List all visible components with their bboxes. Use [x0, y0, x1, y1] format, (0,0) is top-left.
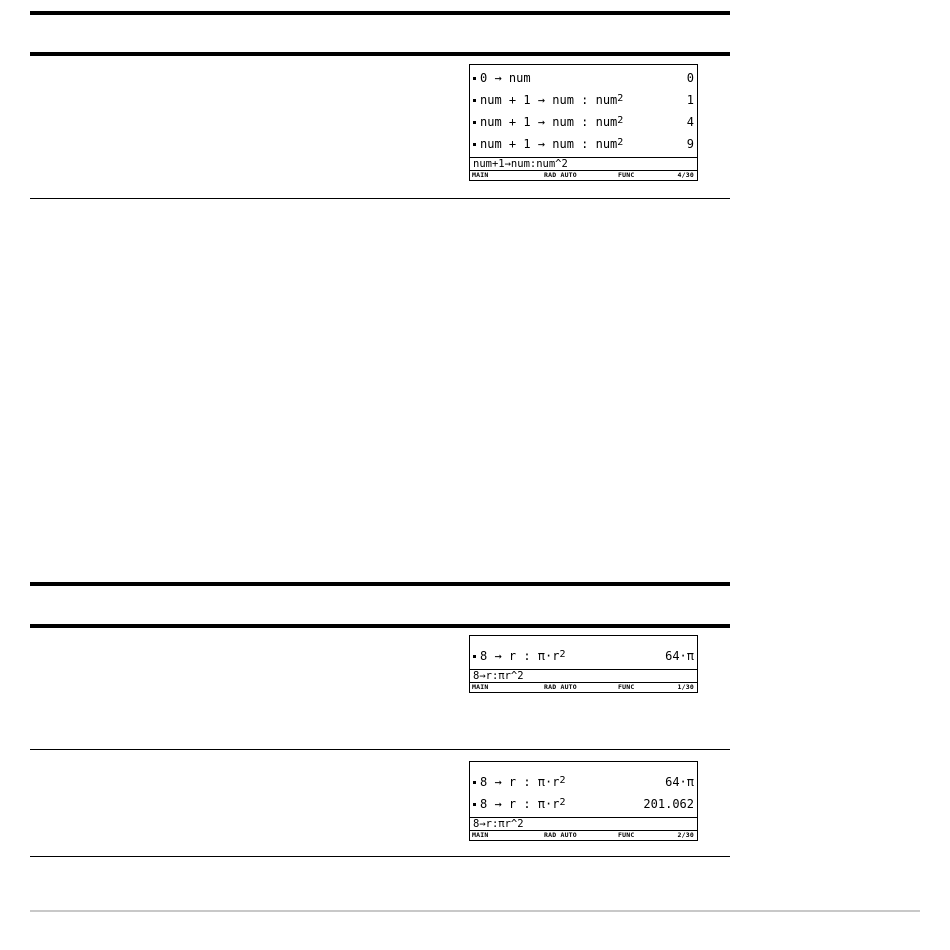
status-angle: RAD AUTO	[544, 831, 577, 839]
entry-line[interactable]: 8→r:πr^2	[470, 669, 697, 682]
bullet-icon	[473, 781, 476, 784]
bullet-icon	[473, 655, 476, 658]
calculator-screen	[469, 64, 698, 181]
history-area	[470, 762, 697, 817]
bullet-icon	[473, 99, 476, 102]
bullet-icon	[473, 77, 476, 80]
history-expression: num + 1 → num : num$^2$	[480, 115, 624, 129]
status-graph: FUNC	[618, 171, 635, 179]
history-result: 4	[686, 115, 694, 129]
history-result: 9	[686, 137, 694, 151]
calculator-screen	[469, 635, 698, 693]
history-row	[470, 793, 697, 815]
status-mode: MAIN	[472, 831, 489, 839]
history-row	[470, 67, 697, 89]
status-mode: MAIN	[472, 683, 489, 691]
page-footer-rule	[30, 910, 920, 912]
entry-line[interactable]: 8→r:πr^2	[470, 817, 697, 830]
status-angle: RAD AUTO	[544, 683, 577, 691]
history-result: 0	[686, 71, 694, 85]
history-result: 201.062	[643, 797, 694, 811]
history-result: 1	[686, 93, 694, 107]
table-row-divider	[30, 198, 730, 199]
history-row	[470, 111, 697, 133]
status-count: 4/30	[677, 171, 694, 179]
history-area	[470, 65, 697, 157]
history-row	[470, 133, 697, 155]
history-row	[470, 645, 697, 667]
history-expression: num + 1 → num : num$^2$	[480, 137, 624, 151]
bullet-icon	[473, 121, 476, 124]
history-result: 64·π	[665, 775, 694, 789]
status-count: 2/30	[677, 831, 694, 839]
table-top-rule	[30, 11, 730, 15]
status-bar	[470, 170, 697, 180]
status-bar	[470, 682, 697, 692]
bullet-icon	[473, 143, 476, 146]
history-result: 64·π	[665, 649, 694, 663]
status-count: 1/30	[677, 683, 694, 691]
table-top-rule	[30, 582, 730, 586]
status-angle: RAD AUTO	[544, 171, 577, 179]
table-row-divider	[30, 856, 730, 857]
history-area	[470, 636, 697, 669]
history-expression: 8 → r : $\pi\cdot r^2$	[480, 797, 566, 811]
table-header-rule	[30, 624, 730, 628]
entry-line[interactable]: num+1→num:num^2	[470, 157, 697, 170]
status-mode: MAIN	[472, 171, 489, 179]
table-row-divider	[30, 749, 730, 750]
table-header-rule	[30, 52, 730, 56]
calculator-screen	[469, 761, 698, 841]
status-bar	[470, 830, 697, 840]
history-row	[470, 89, 697, 111]
history-expression: 0 → num	[480, 71, 531, 85]
history-expression: num + 1 → num : num$^2$	[480, 93, 624, 107]
history-row	[470, 771, 697, 793]
history-expression: 8 → r : $\pi\cdot r^2$	[480, 649, 566, 663]
status-graph: FUNC	[618, 831, 635, 839]
bullet-icon	[473, 803, 476, 806]
status-graph: FUNC	[618, 683, 635, 691]
history-expression: 8 → r : $\pi\cdot r^2$	[480, 775, 566, 789]
